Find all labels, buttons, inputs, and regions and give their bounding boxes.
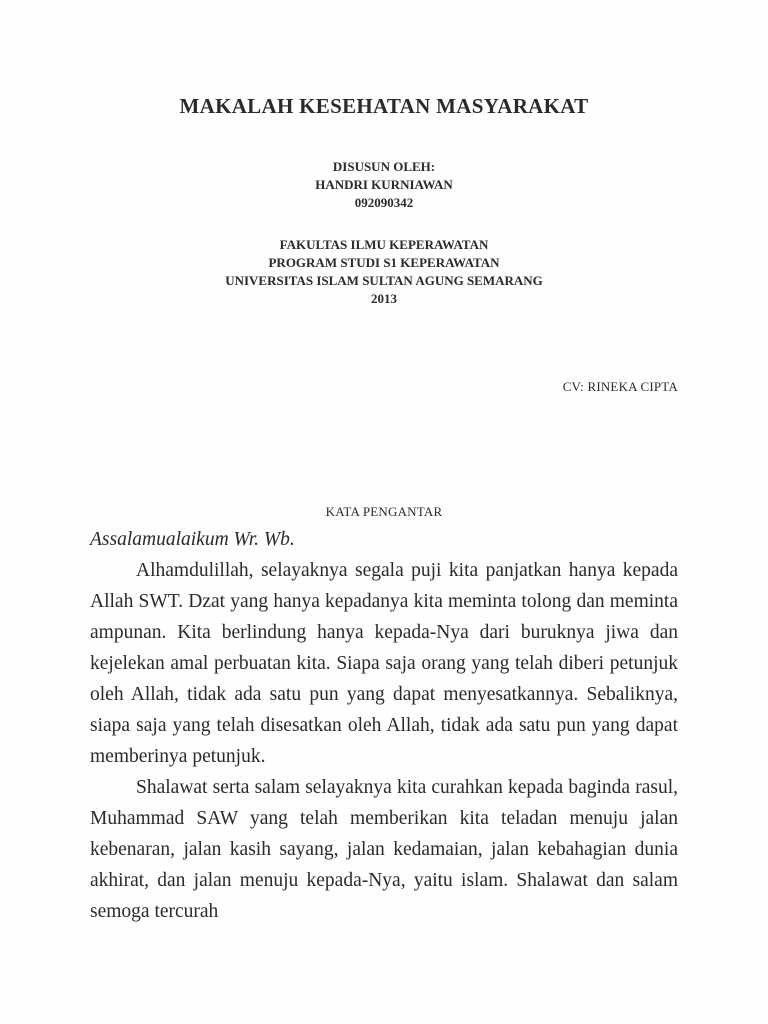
author-label: DISUSUN OLEH:: [332, 159, 436, 174]
student-id: 092090342: [354, 195, 414, 210]
publisher-label: CV: RINEKA CIPTA: [562, 379, 678, 394]
greeting: Assalamualaikum Wr. Wb.: [90, 529, 295, 550]
paragraph: Alhamdulillah, selayaknya segala puji kita panjatkan hanya kepada Allah SWT. Dzat yang hanya kepadanya kita meminta tolong dan meminta ampunan. Kita berlindung hanya kepada-Nya dari buruknya jiwa dan kejelekan amal perbuatan kita. Siapa saja orang yang telah diberi petunjuk oleh Allah, tidak ada satu pun yang dapat menyesatkannya. Sebaliknya, siapa saja yang telah disesatkan oleh Allah, tidak ada satu pun yang dapat memberinya petunjuk.: [90, 560, 678, 767]
paragraph: Shalawat serta salam selayaknya kita curahkan kepada baginda rasul, Muhammad SAW yang telah memberikan kita teladan menuju jalan kebenaran, jalan kasih sayang, jalan kedamaian, jalan kebahagian dunia akhirat, dan jalan menuju kepada-Nya, yaitu islam. Shalawat dan salam semoga tercurah: [90, 777, 678, 922]
year: 2013: [371, 291, 397, 306]
author-name: HANDRI KURNIAWAN: [315, 177, 453, 192]
section-heading: KATA PENGANTAR: [325, 504, 443, 519]
author-block: [0, 158, 768, 212]
faculty-name: FAKULTAS ILMU KEPERAWATAN: [279, 237, 489, 252]
university-name: UNIVERSITAS ISLAM SULTAN AGUNG SEMARANG: [225, 273, 543, 288]
document-title: MAKALAH KESEHATAN MASYARAKAT: [179, 94, 589, 118]
body-text: [90, 524, 678, 927]
program-name: PROGRAM STUDI S1 KEPERAWATAN: [268, 255, 500, 270]
institution-block: [0, 236, 768, 308]
